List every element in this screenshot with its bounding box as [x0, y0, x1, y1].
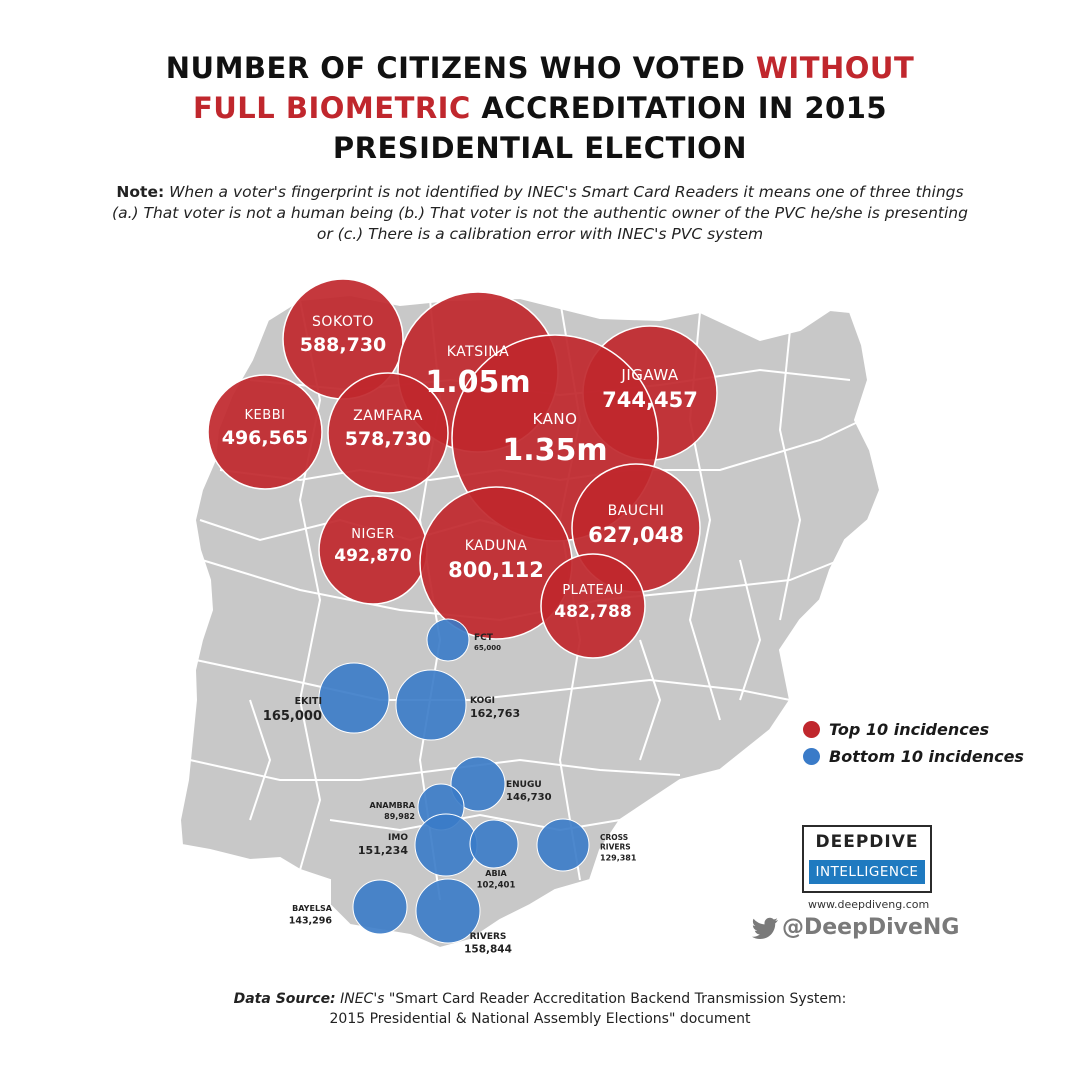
red-dot-icon [803, 721, 820, 738]
state-value-label: 578,730 [344, 428, 432, 450]
title-line-3: PRESIDENTIAL ELECTION [332, 131, 748, 165]
state-value-label: 158,844 [464, 943, 512, 956]
state-value-label: 102,401 [476, 880, 516, 891]
state-name-label: RIVERS [600, 842, 631, 852]
legend-item-top [803, 716, 1024, 743]
state-value-label: 800,112 [448, 558, 544, 582]
state-name-label: BAUCHI [607, 503, 665, 519]
state-value-label: 1.05m [425, 365, 531, 400]
title-line-2: FULL BIOMETRIC ACCREDITATION IN 2015 [192, 91, 888, 125]
bubble-imo [415, 814, 477, 876]
website-link[interactable]: www.deepdiveng.com [808, 898, 930, 911]
state-value-label: 162,763 [470, 707, 521, 720]
state-value-label: 89,982 [384, 812, 415, 821]
state-name-label: EKITI [294, 696, 322, 707]
state-value-label: 744,457 [602, 388, 698, 412]
bubble-cross-rivers [537, 819, 589, 871]
data-source: Data Source: INEC's "Smart Card Reader Accreditation Backend Transmission System: 2015 Presidential & National Assembly Elections" document [233, 991, 847, 1027]
brand-name-top: DEEPDIVE [815, 832, 919, 852]
state-name-label: BAYELSA [292, 904, 332, 913]
state-name-label: IMO [388, 833, 408, 843]
state-value-label: 165,000 [262, 709, 322, 724]
state-value-label: 129,381 [600, 853, 637, 863]
twitter-handle[interactable] [752, 915, 959, 940]
blue-dot-icon [803, 748, 820, 765]
state-name-label: KOGI [470, 696, 495, 706]
state-name-label: ANAMBRA [369, 801, 415, 810]
state-name-label: NIGER [351, 527, 395, 542]
state-name-label: PLATEAU [562, 583, 624, 598]
state-name-label: ENUGU [506, 780, 542, 790]
legend [803, 716, 1024, 770]
state-value-label: 482,788 [554, 602, 632, 622]
state-value-label: 146,730 [506, 792, 552, 803]
legend-label-bottom: Bottom 10 incidences [829, 747, 1024, 766]
state-name-label: KANO [532, 410, 578, 428]
state-value-label: 496,565 [221, 427, 309, 449]
title-line-1: NUMBER OF CITIZENS WHO VOTED WITHOUT [165, 51, 915, 85]
state-value-label: 143,296 [288, 915, 332, 927]
twitter-handle-text: @DeepDiveNG [782, 915, 960, 940]
state-name-label: FCT [474, 633, 493, 643]
state-name-label: KEBBI [244, 408, 286, 423]
state-name-label: KATSINA [446, 344, 510, 360]
state-name-label: RIVERS [469, 932, 507, 942]
bubble-bayelsa [353, 880, 407, 934]
twitter-bird-icon [752, 917, 778, 939]
brand-name-bottom: INTELLIGENCE [809, 860, 925, 884]
state-value-label: 588,730 [299, 334, 387, 356]
note: Note: When a voter's fingerprint is not identified by INEC's Smart Card Readers it means one of three things (a.) That voter is not a human being (b.) That voter is not the authentic owner of the PVC he/she is presenting or (c.) There is a calibration error with INEC's PVC system [112, 183, 968, 243]
state-name-label: CROSS [600, 833, 629, 842]
bubble-kogi [396, 670, 466, 740]
state-value-label: 627,048 [588, 523, 684, 547]
bubble-ekiti [319, 663, 389, 733]
state-value-label: 151,234 [357, 844, 408, 857]
bubble-abia [470, 820, 518, 868]
state-value-label: 1.35m [502, 433, 608, 468]
bubble-fct [427, 619, 469, 661]
state-name-label: ZAMFARA [353, 408, 423, 424]
brand-logo [802, 825, 932, 893]
state-name-label: ABIA [485, 869, 507, 878]
state-value-label: 492,870 [334, 546, 412, 566]
state-value-label: 65,000 [474, 644, 502, 652]
legend-item-bottom [803, 743, 1024, 770]
state-name-label: SOKOTO [312, 314, 374, 330]
state-name-label: KADUNA [464, 538, 528, 554]
legend-label-top: Top 10 incidences [829, 720, 990, 739]
state-name-label: JIGAWA [621, 366, 679, 384]
